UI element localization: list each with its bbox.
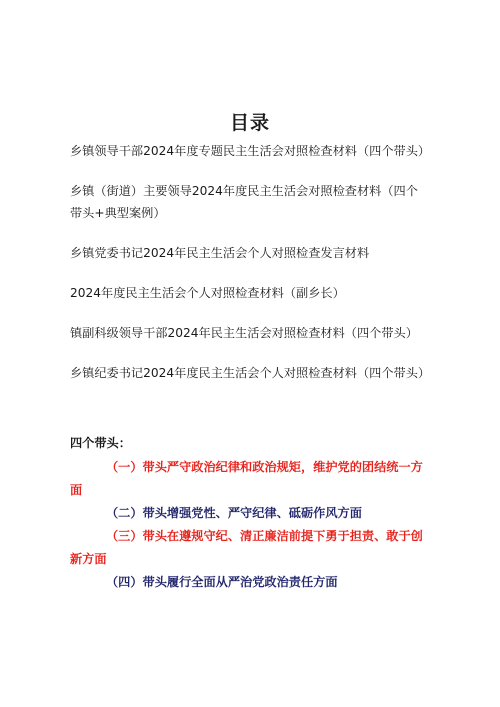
page-title: 目录 — [229, 112, 270, 134]
table-of-contents — [70, 140, 430, 384]
toc-item: 乡镇领导干部2024年度专题民主生活会对照检查材料（四个带头） — [70, 144, 431, 158]
four-heads-section — [70, 432, 430, 594]
toc-item: 乡镇纪委书记2024年度民主生活会个人对照检查材料（四个带头） — [70, 366, 431, 380]
toc-item: 乡镇（街道）主要领导2024年度民主生活会对照检查材料（四个带头+典型案例） — [70, 184, 418, 220]
four-heads-item-3: （三）带头在遵规守纪、清正廉洁前提下勇于担责、敢于创新方面 — [70, 529, 423, 566]
four-heads-heading: 四个带头： — [70, 436, 131, 450]
four-heads-item-1: （一）带头严守政治纪律和政治规矩，维护党的团结统一方面 — [70, 460, 423, 497]
toc-item: 2024年度民主生活会个人对照检查材料（副乡长） — [70, 286, 345, 300]
four-heads-item-4: （四）带头履行全面从严治党政治责任方面 — [106, 575, 338, 589]
four-heads-item-2: （二）带头增强党性、严守纪律、砥砺作风方面 — [106, 506, 362, 520]
toc-item: 镇副科级领导干部2024年民主生活会对照检查材料（四个带头） — [70, 326, 418, 340]
toc-item: 乡镇党委书记2024年民主生活会个人对照检查发言材料 — [70, 246, 370, 260]
